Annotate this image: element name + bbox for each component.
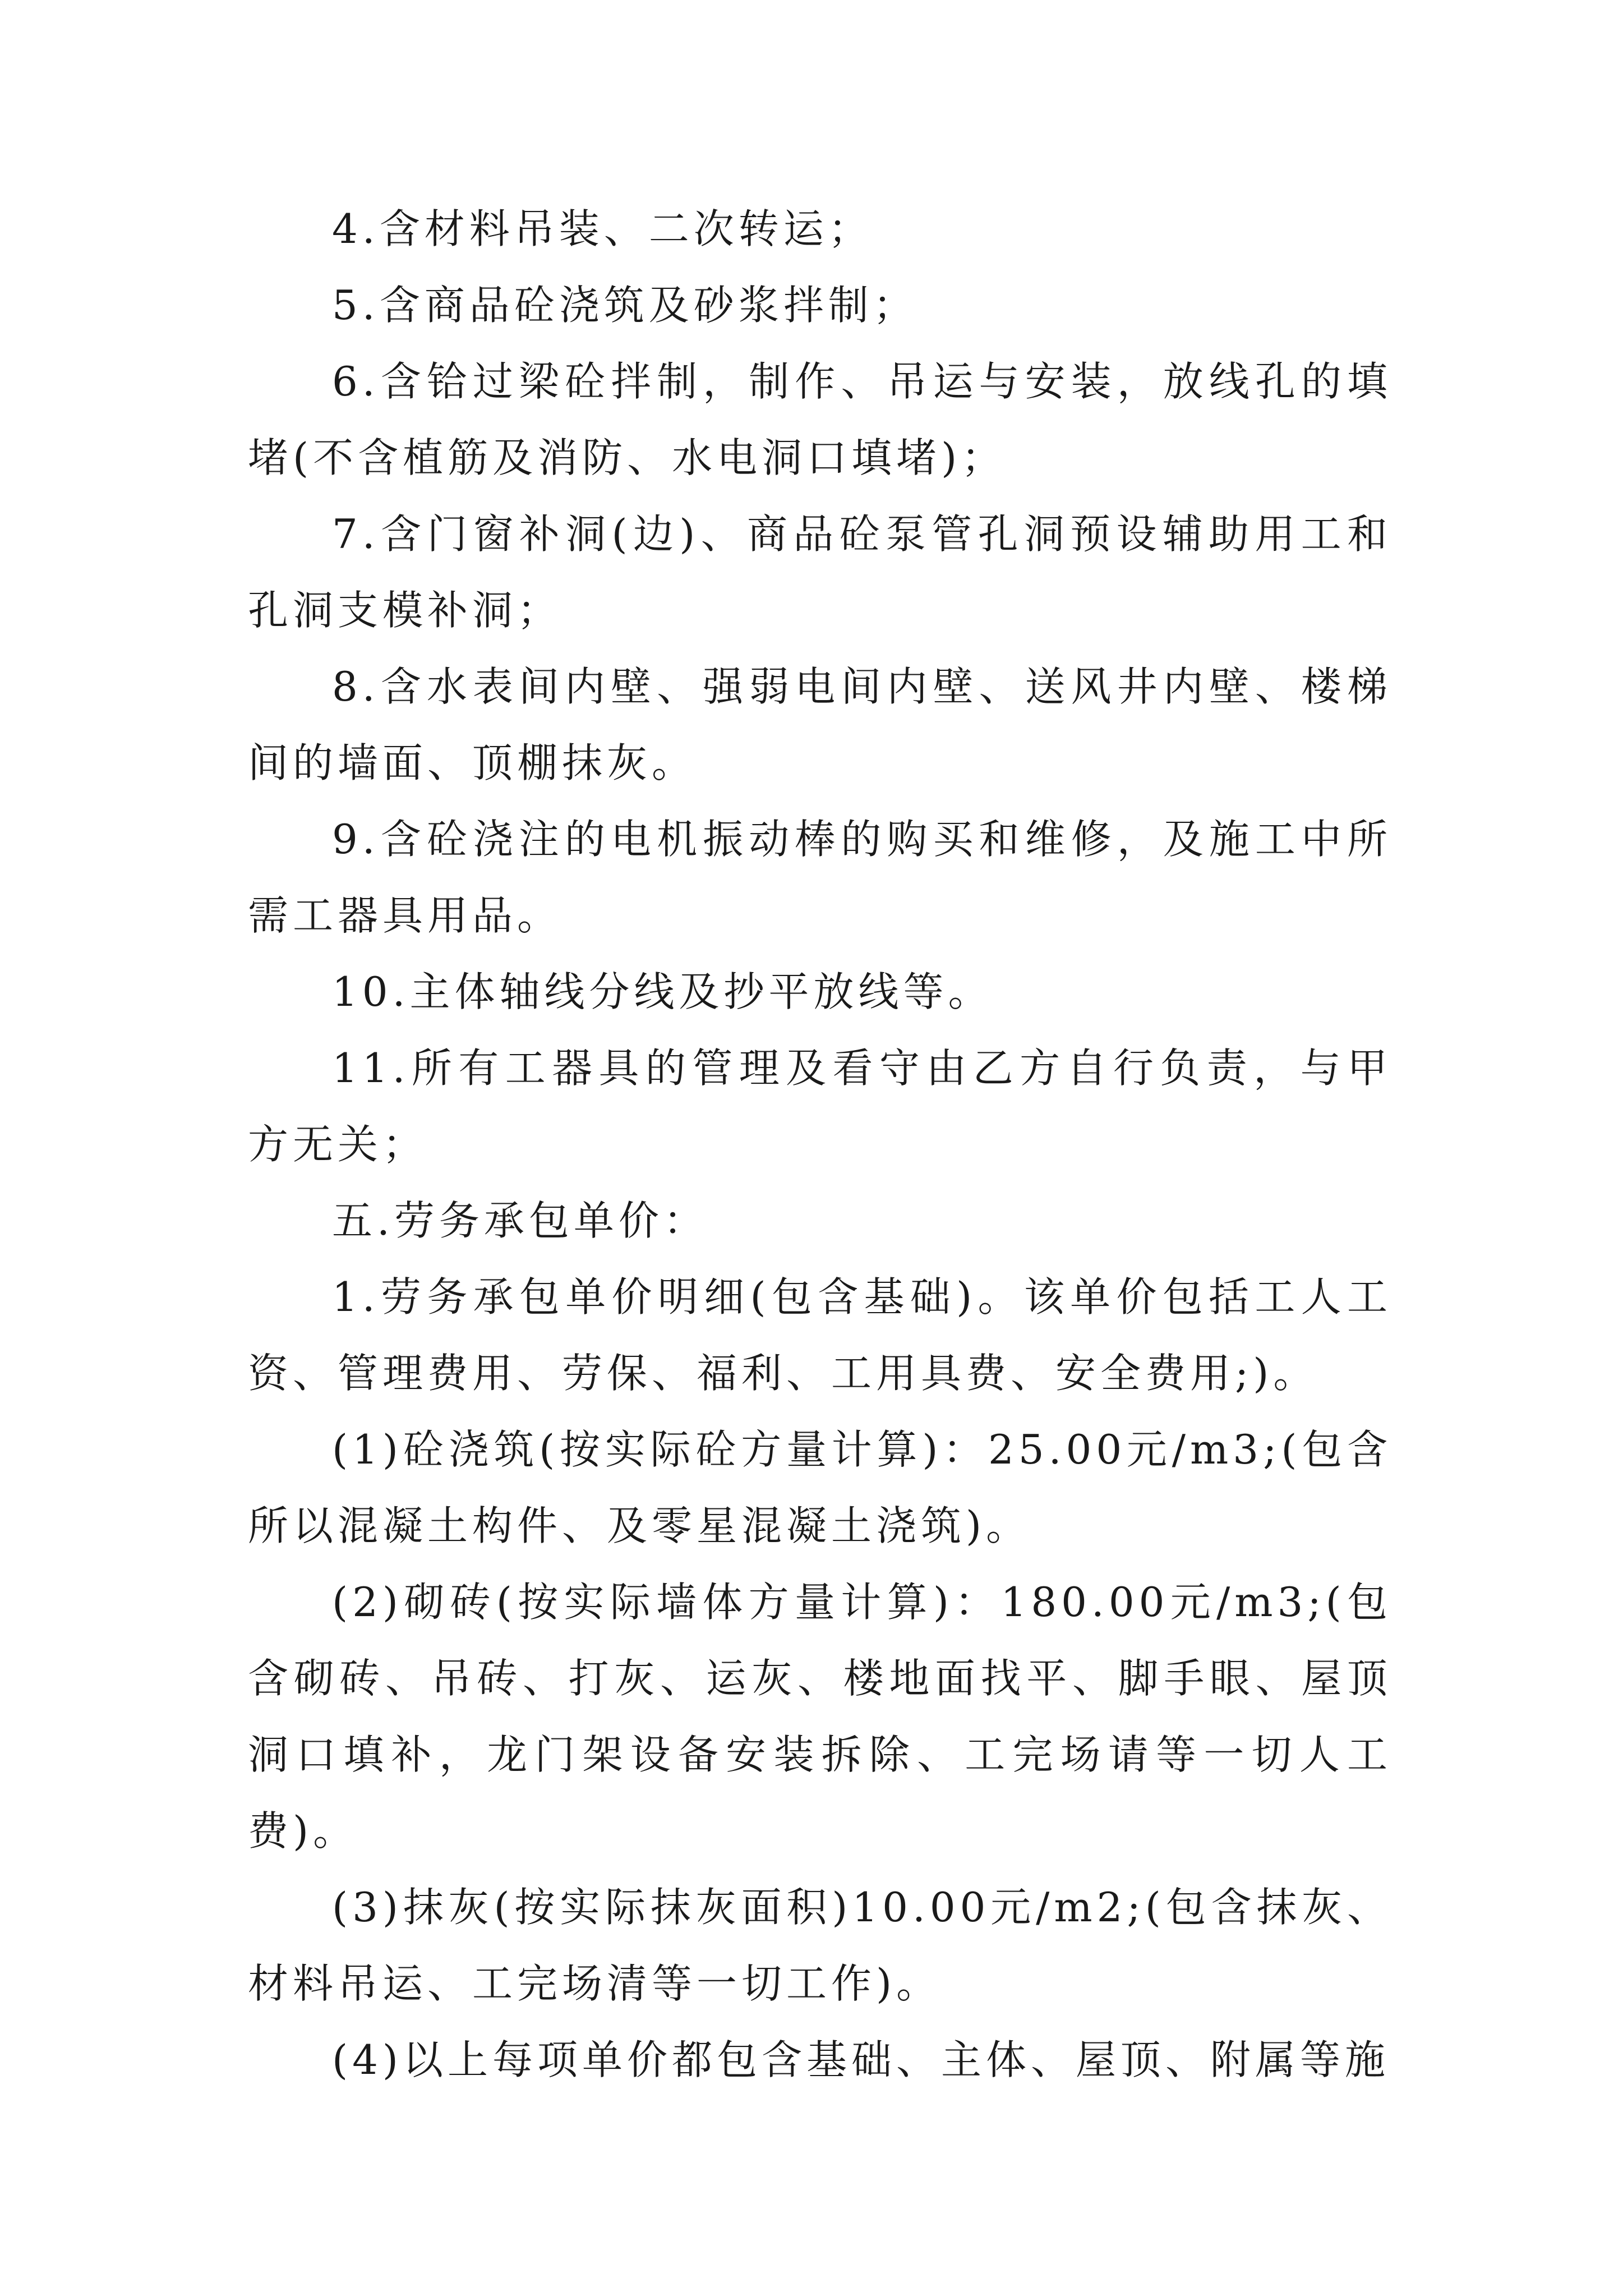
document-body [248, 191, 1392, 2098]
paragraph-item-9: 9.含砼浇注的电机振动棒的购买和维修，及施工中所需工器具用品。 [248, 816, 1392, 939]
price-detail-intro: 1.劳务承包单价明细(包含基础)。该单价包括工人工资、管理费用、劳保、福利、工用具费、安全费用;)。 [248, 1273, 1392, 1397]
paragraph-item-6: 6.含铪过梁砼拌制，制作、吊运与安装，放线孔的填堵(不含植筋及消防、水电洞口填堵)； [248, 358, 1392, 481]
price-item-concrete: (1)砼浇筑(按实际砼方量计算)：25.00元/m3;(包含所以混凝土构件、及零星混凝土浇筑)。 [248, 1426, 1392, 1549]
price-item-note: (4)以上每项单价都包含基础、主体、屋顶、附属等施 [332, 2036, 1390, 2083]
paragraph-item-5: 5.含商品砼浇筑及砂浆拌制； [332, 282, 918, 329]
paragraph-item-8: 8.含水表间内壁、强弱电间内壁、送风井内壁、楼梯间的墙面、顶棚抹灰。 [248, 663, 1392, 786]
section-heading-5: 五.劳务承包单价： [332, 1197, 708, 1244]
price-item-plastering: (3)抹灰(按实际抹灰面积)10.00元/m2;(包含抹灰、材料吊运、工完场清等一切工作)。 [248, 1884, 1392, 2007]
paragraph-item-10: 10.主体轴线分线及抄平放线等。 [332, 968, 993, 1015]
paragraph-item-7: 7.含门窗补洞(边)、商品砼泵管孔洞预设辅助用工和孔洞支模补洞； [248, 510, 1392, 634]
price-item-masonry: (2)砌砖(按实际墙体方量计算)：180.00元/m3;(包含砌砖、吊砖、打灰、运灰、楼地面找平、脚手眼、屋顶洞口填补，龙门架设备安装拆除、工完场请等一切人工费)。 [248, 1579, 1392, 1855]
paragraph-item-11: 11.所有工器具的管理及看守由乙方自行负责，与甲方无关； [248, 1045, 1392, 1168]
paragraph-item-4: 4.含材料吊装、二次转运； [332, 205, 873, 252]
